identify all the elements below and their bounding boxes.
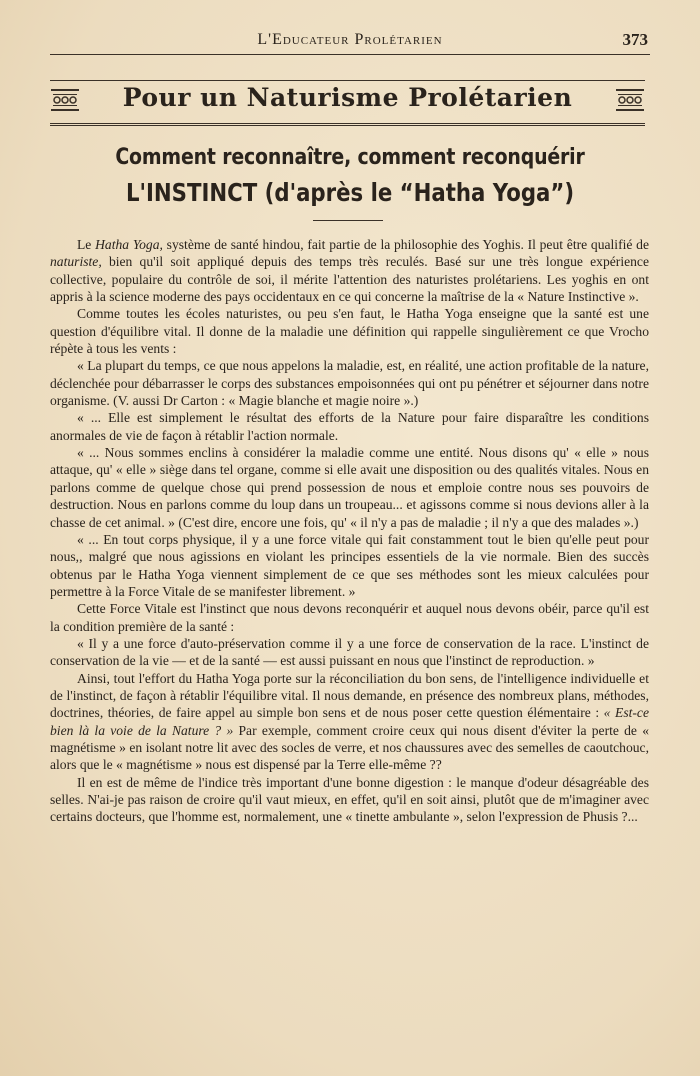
section-banner xyxy=(50,80,645,126)
article-title-line-1: Comment reconnaître, comment reconquérir xyxy=(115,145,585,170)
paragraph: Ainsi, tout l'effort du Hatha Yoga porte sur la réconciliation du bon sens, de l'intelligence individuelle et de l'instinct, de façon à rétablir l'équilibre vital. Il nous demande, en présence des nombreux plans, méthodes, doctrines, théories, de faire appel au simple bon sens et de nous poser cette question élémentaire : « Est-ce bien là la voie de la Nature ? » Par exemple, comment croire ceux qui nous disent d'éviter la perte de « magnétisme » en isolant notre lit avec des socles de verre, et nos chaussures avec des semelles de caoutchouc, alors que le « magnétisme » nous est dispensé par la Terre elle-même ?? xyxy=(50,670,649,773)
paragraph: « Il y a une force d'auto-préservation comme il y a une force de conservation de la race. L'instinct de conservation de la vie — et de la santé — est aussi puissant en nous que l'instinct de reproduction. » xyxy=(50,635,649,669)
paragraph: Cette Force Vitale est l'instinct que nous devons reconquérir et auquel nous devons obéir, parce qu'il est la condition première de la santé : xyxy=(50,601,649,634)
journal-title: L'Educateur Prolétarien xyxy=(257,31,443,48)
paragraph: « La plupart du temps, ce que nous appelons la maladie, est, en réalité, une action profitable de la nature, déclenchée pour débarrasser le corps des substances empoisonnées qui ont pu pénétrer et séjourner dans notre organisme. (V. aussi Dr Carton : « Magie blanche et magie noire ».) xyxy=(50,358,649,409)
paragraph: Le Hatha Yoga, système de santé hindou, fait partie de la philosophie des Yoghis. Il peut être qualifié de naturiste, bien qu'il soit appliqué depuis des temps très reculés. Basé sur une très longue expérience collective, populaire du contrôle de soi, il mérite l'attention des naturistes prolétariens. Les yoghis en ont appris à la science moderne des pays occidentaux en ce qui concerne la maîtrise de la « Nature Instinctive ». xyxy=(50,237,649,305)
running-header xyxy=(50,28,650,55)
paragraph: « ... En tout corps physique, il y a une force vitale qui fait constamment tout le bien qu'elle peut pour nous,, malgré que nous agissions en violant les principes essentiels de la vie normale. Bien des succès obtenus par le Hatha Yoga viennent simplement de ce que ses méthodes sont les mieux calculées pour permettre à la Force Vitale de se manifester librement. » xyxy=(50,531,649,599)
paragraph: Il en est de même de l'indice très important d'une bonne digestion : le manque d'odeur désagréable des selles. N'ai-je pas raison de croire qu'il vaut mieux, en effet, qu'il en soit ainsi, plutôt que de m'imaginer avec certains docteurs, que l'homme est, normalement, une « tinette ambulante », selon l'expression de Phusis ?... xyxy=(50,774,649,825)
article-title-line-2: L'INSTINCT (d'après le “Hatha Yoga”) xyxy=(125,178,575,207)
section-rubric: Pour un Naturisme Prolétarien xyxy=(122,83,573,112)
article-body xyxy=(50,236,649,826)
page-number: 373 xyxy=(622,30,648,49)
title-divider xyxy=(313,220,383,221)
paragraph: « ... Nous sommes enclins à considérer la maladie comme une entité. Nous disons qu' « elle » nous attaque, qu' « elle » siège dans tel organe, comme si elle avait une disposition ou des qualités vitales. Nous en parlons comme de quelque chose qui prend possession de nous et emploie contre nous ses pouvoirs de destruction. Nous en parlons comme du loup dans un troupeau... et agissons comme si nous devions aller à la chasse de cet animal. » (C'est dire, encore une fois, qu' « il n'y a pas de maladie ; il n'y a que des malades ».) xyxy=(50,445,649,530)
paragraph: « ... Elle est simplement le résultat des efforts de la Nature pour faire disparaître les conditions anormales de vie de façon à rétablir l'action normale. xyxy=(50,410,649,443)
ornament-right-icon xyxy=(615,87,645,113)
ornament-left-icon xyxy=(50,87,80,113)
paragraph: Comme toutes les écoles naturistes, ou peu s'en faut, le Hatha Yoga enseigne que la santé est une question d'équilibre vital. Il donne de la maladie une définition qui rappelle singulièrement ce que Vrocho répète à tous les vents : xyxy=(50,306,649,357)
